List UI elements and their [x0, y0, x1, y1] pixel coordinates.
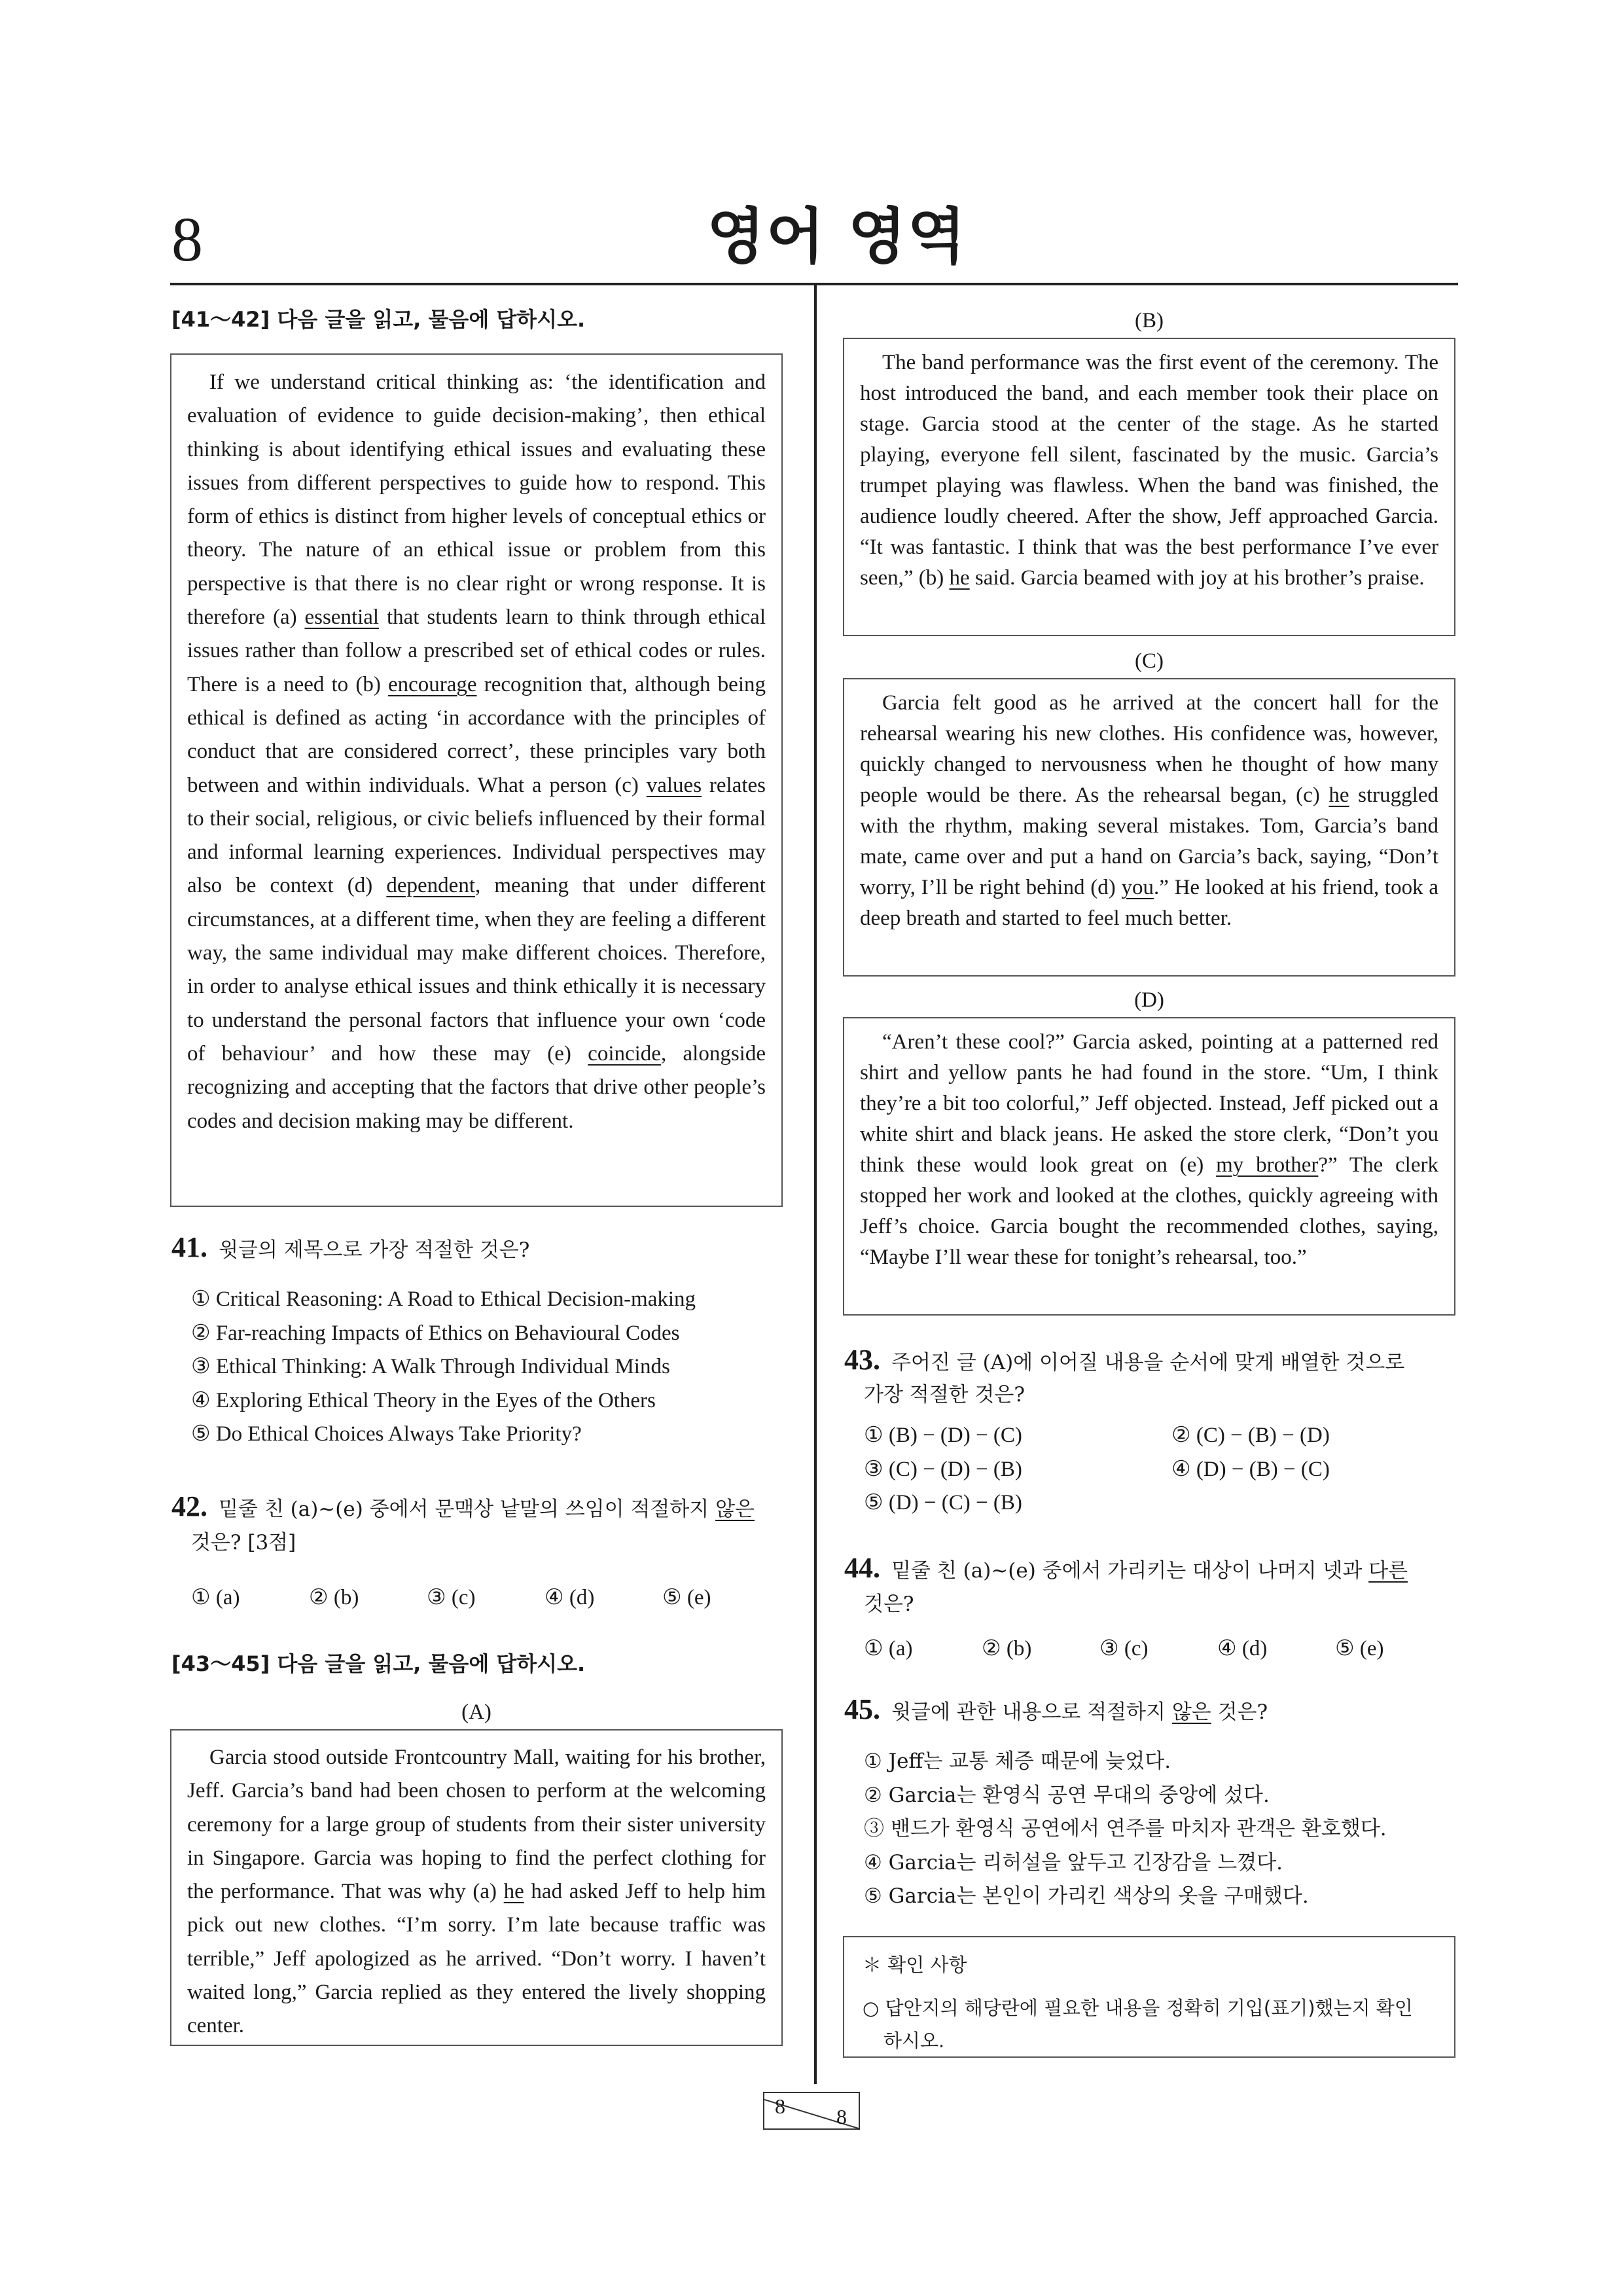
option[interactable]: ③ Ethical Thinking: A Walk Through Individual Minds: [191, 1355, 670, 1378]
section-heading-41-42: [41～42] 다음 글을 읽고, 물음에 답하시오.: [171, 307, 586, 332]
question-number: 44.: [844, 1552, 880, 1584]
underlined-word-b: encourage: [387, 672, 477, 696]
question-text: 윗글의 제목으로 가장 적절한 것은?: [219, 1238, 530, 1262]
option[interactable]: ⑤ Garcia는 본인이 가리킨 색상의 옷을 구매했다.: [864, 1884, 1309, 1908]
option[interactable]: ① (a): [191, 1586, 240, 1609]
question-text-line2: 것은? [3점]: [191, 1531, 296, 1554]
option[interactable]: ② Far-reaching Impacts of Ethics on Behavioural Codes: [191, 1321, 680, 1345]
passage-text: “Aren’t these cool?” Garcia asked, pointing at a patterned red shirt and yellow pants he had found in the store. “Um, I think they’re a bit too colorful,” Jeff objected. Instead, Jeff picked out a white shirt and black jeans. He asked the store clerk, “Don’t you think these would look great on (e): [860, 1030, 1438, 1177]
option[interactable]: ④ Garcia는 리허설을 앞두고 긴장감을 느꼈다.: [864, 1850, 1283, 1874]
option[interactable]: ⑤ (D) − (C) − (B): [864, 1491, 1022, 1515]
question-number: 45.: [844, 1693, 880, 1725]
passage-text: recognition that, although being ethical is defined as acting ‘in accordance with the principles of conduct that are considered correct’, these principles vary both between and within individuals. What a person (c): [187, 672, 766, 797]
question-text-line2: 것은?: [864, 1592, 914, 1616]
underlined-word-e: my brother: [1216, 1153, 1319, 1177]
option[interactable]: ① Jeff는 교통 체증 때문에 늦었다.: [864, 1749, 1171, 1773]
underlined-word-b: he: [949, 566, 970, 590]
passage-text: , meaning that under different circumstances, at a different time, when they are feeling a different way, the same individual may make different choices. Therefore, in order to analyse ethical issues and think ethically it is necessary to understand the personal factors that influence your own ‘code of behaviour’ and how these may (e): [187, 874, 766, 1066]
option[interactable]: ⑤ (e): [662, 1586, 711, 1609]
underlined-word-e: coincide: [588, 1041, 661, 1066]
underlined-word-a: he: [503, 1880, 524, 1904]
passage-text: struggled with the rhythm, making several mistakes. Tom, Garcia’s band mate, came over and put a hand on Garcia’s back, saying, “Don’t worry, I’ll be right behind (d): [860, 783, 1438, 899]
passage-text: , alongside recognizing and accepting that the factors that drive other people’s codes and decision making may be different.: [187, 1041, 766, 1133]
question-43: [844, 1343, 1404, 1380]
passage-text: .” He looked at his friend, took a deep breath and started to feel much better.: [860, 876, 1438, 930]
page-title: 영어 영역: [707, 202, 967, 272]
footer-total-pages: 8: [836, 2105, 847, 2128]
section-heading-43-45: [43～45] 다음 글을 읽고, 물음에 답하시오.: [171, 1651, 586, 1676]
underlined-word-d: dependent: [386, 874, 475, 898]
underlined-word-d: you: [1121, 876, 1154, 899]
question-42: [171, 1490, 787, 1526]
q43-options-col2: [1171, 1419, 1446, 1486]
question-emphasis: 않은: [715, 1498, 755, 1521]
option[interactable]: ⑤ Do Ethical Choices Always Take Priority?: [191, 1422, 582, 1446]
underlined-word-a: essential: [304, 605, 380, 630]
page-number: 8: [171, 204, 203, 274]
passage-text: relates to their social, religious, or civic beliefs influenced by their formal and informal learning experiences. Individual perspectives may also be context (d): [187, 773, 766, 898]
option[interactable]: ④ (d): [544, 1586, 595, 1609]
passage-41-42: [170, 353, 783, 1207]
q45-options: [864, 1745, 1453, 1914]
passage-B: [843, 338, 1455, 636]
q43-options-col1: [864, 1419, 1204, 1520]
q44-options: [864, 1635, 1453, 1661]
passage-A: [170, 1729, 783, 2046]
check-line: ○ 답안지의 해당란에 필요한 내용을 정확히 기입(표기)했는지 확인: [863, 1997, 1413, 2019]
option[interactable]: ② Garcia는 환영식 공연 무대의 중앙에 섰다.: [864, 1783, 1270, 1807]
question-44: [844, 1551, 1459, 1588]
question-text: 윗글에 관한 내용으로 적절하지: [891, 1700, 1172, 1724]
option[interactable]: ③ (C) − (D) − (B): [864, 1457, 1022, 1481]
underlined-word-c: values: [646, 773, 702, 797]
passage-text: that students learn to think through ethical issues rather than follow a prescribed set of ethical codes or rules. There is a need to (b): [187, 605, 766, 696]
passage-text: Garcia stood outside Frontcountry Mall, waiting for his brother, Jeff. Garcia’s band had been chosen to perform at the welcoming ceremony for a large group of students from their sister university in Singapore. Garcia was hoping to find the perfect clothing for the performance. That was why (a): [187, 1746, 766, 1904]
question-number: 42.: [171, 1490, 207, 1522]
question-text: 밑줄 친 (a)~(e) 중에서 문맥상 낱말의 쓰임이 적절하지: [219, 1498, 716, 1521]
option[interactable]: ④ (D) − (B) − (C): [1171, 1457, 1330, 1481]
question-45: [844, 1693, 1459, 1729]
passage-text: ?” The clerk stopped her work and looked at the clothes, quickly agreeing with Jeff’s choice. Garcia bought the recommended clothes, saying, “Maybe I’ll wear these for tonight’s rehearsal, too.”: [860, 1153, 1438, 1269]
option[interactable]: ④ (d): [1217, 1637, 1268, 1660]
option[interactable]: ② (C) − (B) − (D): [1171, 1424, 1330, 1447]
question-41: [171, 1230, 529, 1267]
passage-text: had asked Jeff to help him pick out new clothes. “I’m sorry. I’m late because traffic was terrible,” Jeff apologized as he arrived. “Don’t worry. I haven’t waited long,” Garcia replied as they entered the lively shopping center.: [187, 1880, 766, 2038]
q41-options: [191, 1283, 780, 1452]
question-emphasis: 않은: [1171, 1700, 1211, 1724]
label-D: (D): [1134, 988, 1164, 1012]
option[interactable]: ② (b): [982, 1637, 1032, 1660]
check-title: ＊ 확인 사항: [863, 1954, 967, 1976]
option[interactable]: ④ Exploring Ethical Theory in the Eyes of the Others: [191, 1388, 656, 1412]
passage-text: said. Garcia beamed with joy at his brother’s praise.: [969, 566, 1425, 590]
check-line: 하시오.: [883, 2030, 945, 2052]
question-text: 것은?: [1211, 1700, 1268, 1724]
passage-text: If we understand critical thinking as: ‘the identification and evaluation of evidence to guide decision-making’, then ethical thinking is about identifying ethical issues and evaluating these issues from different perspectives to guide how to respond. This form of ethics is distinct from higher levels of conceptual ethics or theory. The nature of an ethical issue or problem from this perspective is that there is no clear right or wrong response. It is therefore (a): [187, 370, 766, 630]
option[interactable]: ③ 밴드가 환영식 공연에서 연주를 마치자 관객은 환호했다.: [864, 1817, 1387, 1840]
option[interactable]: ③ (c): [1099, 1637, 1149, 1660]
question-emphasis: 다른: [1368, 1559, 1408, 1583]
option[interactable]: ⑤ (e): [1335, 1637, 1384, 1660]
q42-options: [191, 1584, 780, 1610]
option[interactable]: ③ (c): [427, 1586, 476, 1609]
footer-page-indicator: [763, 2092, 860, 2130]
label-B: (B): [1135, 309, 1164, 332]
label-A: (A): [461, 1700, 491, 1724]
check-notice-box: [843, 1936, 1455, 2058]
question-text: 주어진 글 (A)에 이어질 내용을 순서에 맞게 배열한 것으로: [891, 1351, 1405, 1374]
underlined-word-c: he: [1329, 783, 1349, 807]
column-divider: [814, 285, 817, 2084]
passage-text: Garcia felt good as he arrived at the concert hall for the rehearsal wearing his new clothes. His confidence was, however, quickly changed to nervousness when he thought of how many people would be there. As the rehearsal began, (c): [860, 691, 1438, 807]
question-text: 밑줄 친 (a)~(e) 중에서 가리키는 대상이 나머지 넷과: [891, 1559, 1369, 1583]
option[interactable]: ① (B) − (D) − (C): [864, 1424, 1022, 1447]
passage-C: [843, 678, 1455, 977]
label-C: (C): [1135, 649, 1164, 673]
option[interactable]: ② (b): [309, 1586, 359, 1609]
footer-current-page: 8: [775, 2094, 785, 2118]
question-text-line2: 가장 적절한 것은?: [864, 1383, 1025, 1407]
passage-text: The band performance was the first event of the ceremony. The host introduced the band, and each member took their place on stage. Garcia stood at the center of the stage. As he started playing, everyone fell silent, fascinated by the music. Garcia’s trumpet playing was flawless. When the band was finished, the audience loudly cheered. After the show, Jeff approached Garcia. “It was fantastic. I think that was the best performance I’ve ever seen,” (b): [860, 351, 1438, 590]
question-number: 41.: [171, 1231, 207, 1263]
passage-D: [843, 1017, 1455, 1316]
option[interactable]: ① (a): [864, 1637, 913, 1660]
question-number: 43.: [844, 1344, 880, 1376]
option[interactable]: ① Critical Reasoning: A Road to Ethical Decision-making: [191, 1287, 696, 1311]
